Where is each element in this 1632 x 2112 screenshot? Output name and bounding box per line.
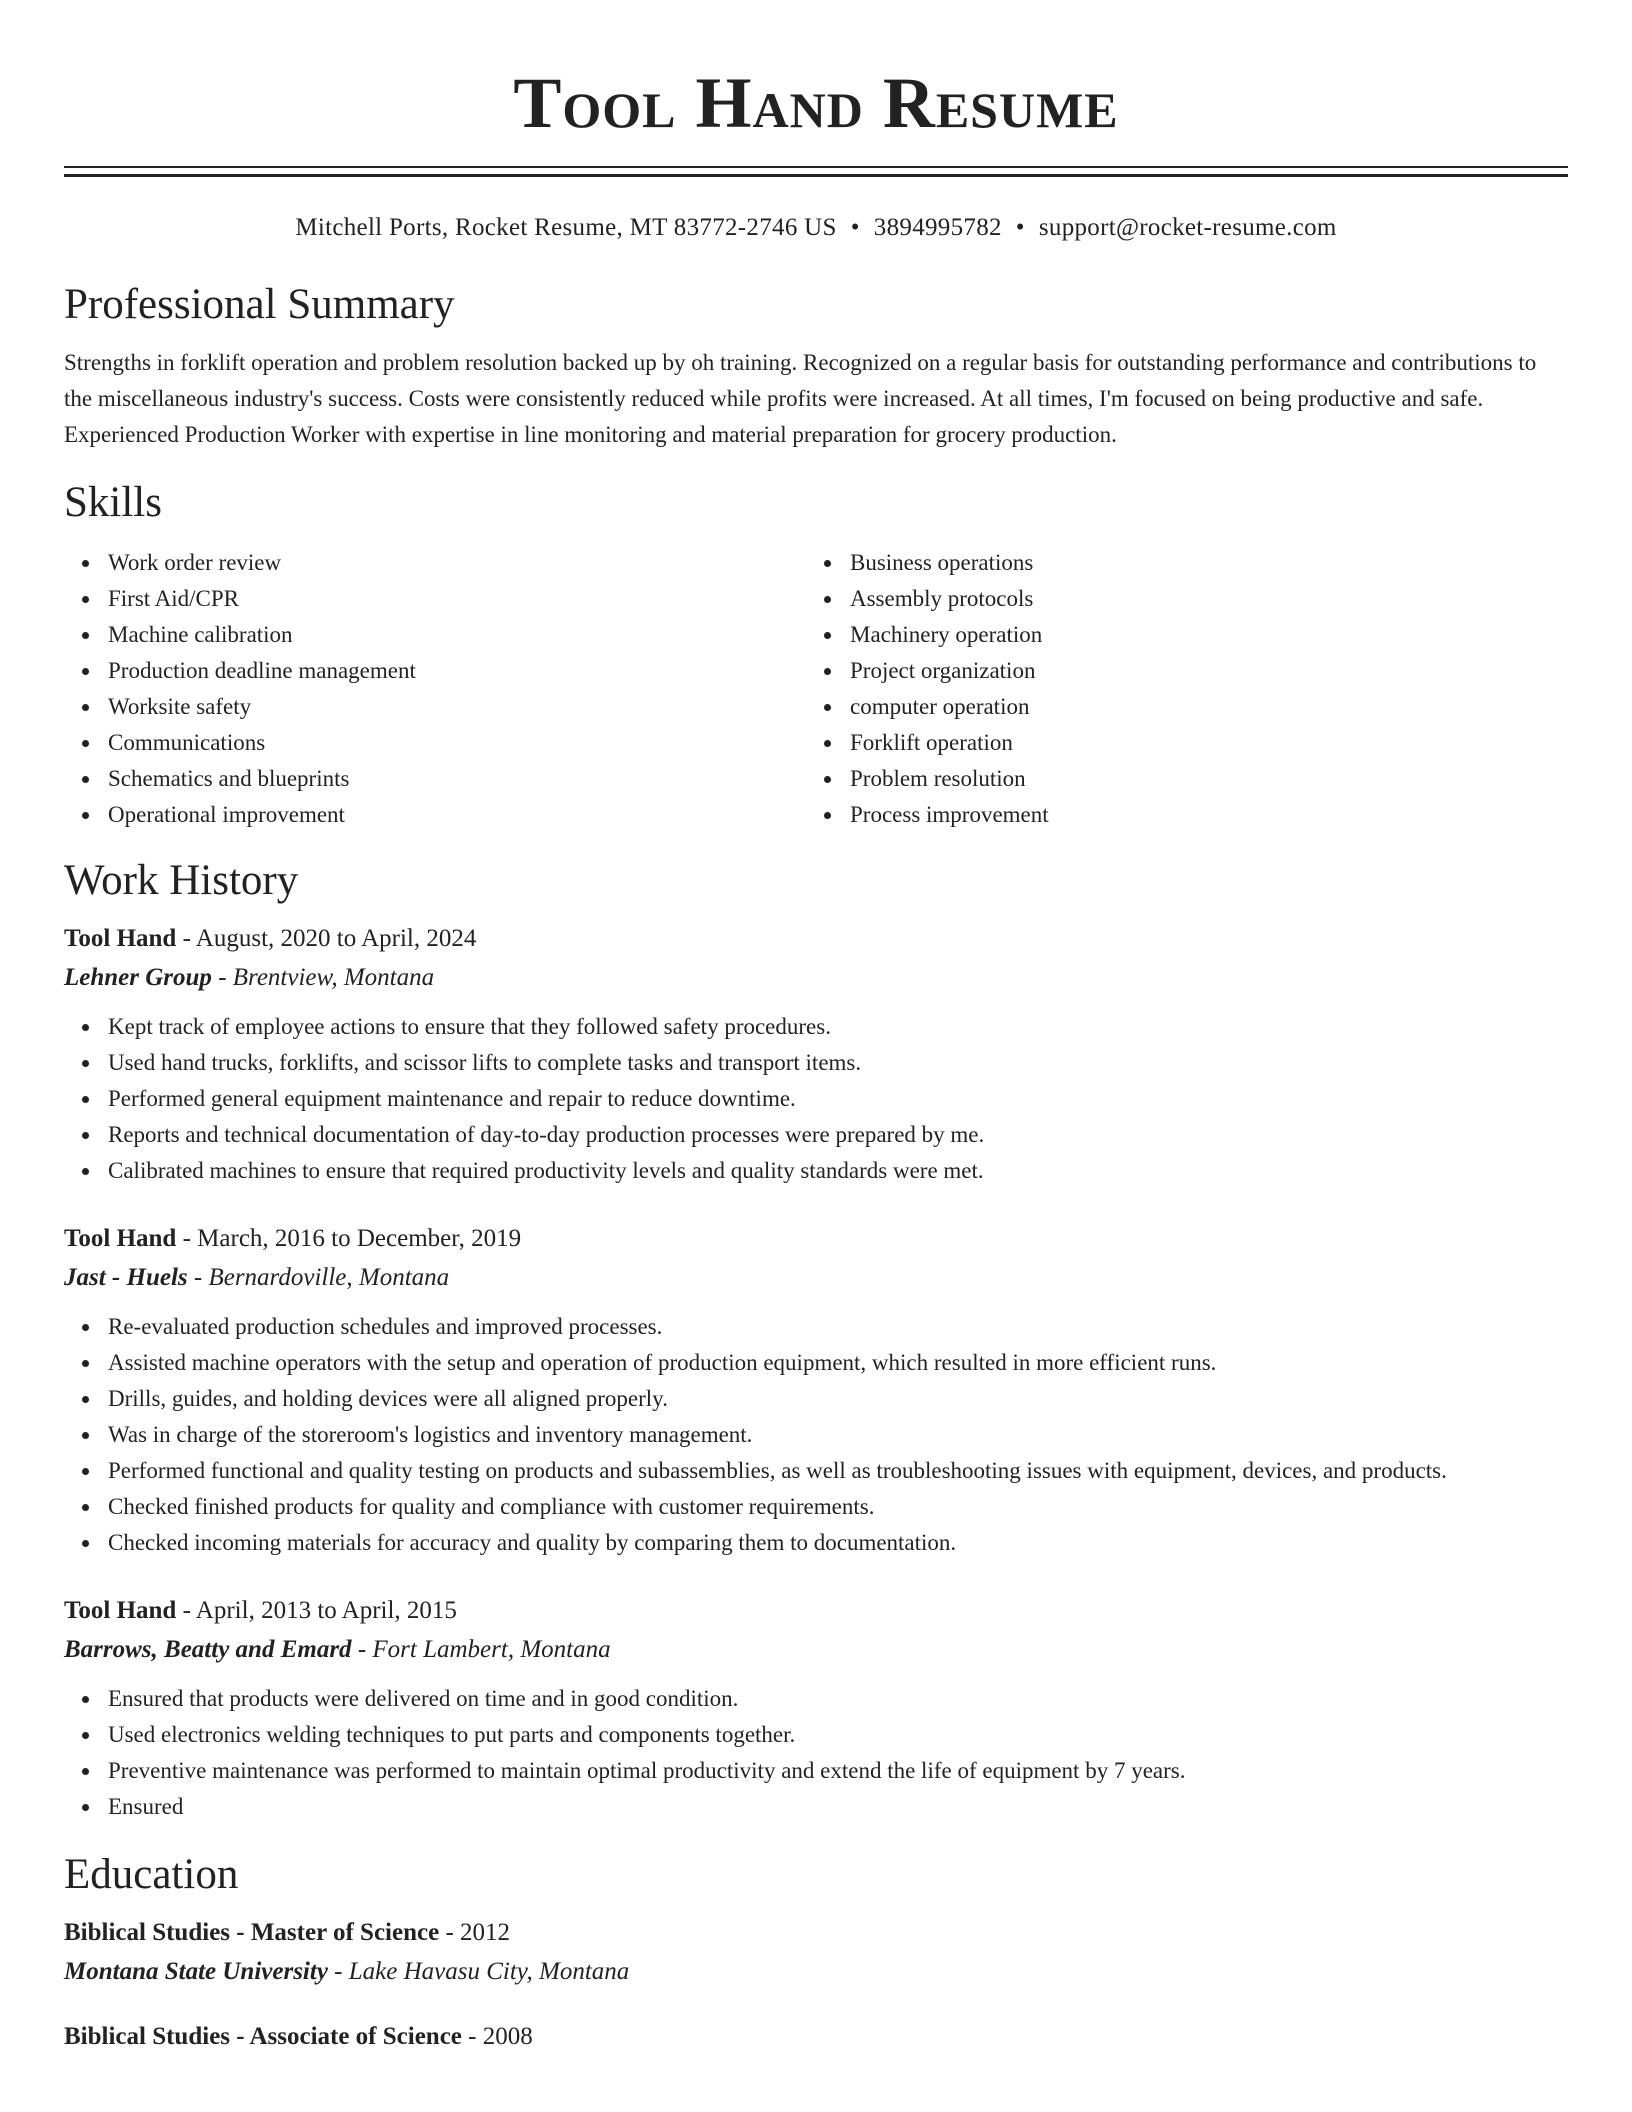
job-location: Brentview, Montana	[232, 964, 435, 991]
contact-line	[64, 211, 1568, 245]
job-company: Jast - Huels	[64, 1264, 188, 1291]
job-bullet: Used electronics welding techniques to put parts and components together.	[108, 1717, 1568, 1753]
job-bullet: Performed functional and quality testing on products and subassemblies, as well as troubleshooting issues with equipment, devices, and products.	[108, 1453, 1568, 1489]
job-bullet: Reports and technical documentation of day-to-day production processes were prepared by me.	[108, 1117, 1568, 1153]
skill-item: Assembly protocols	[850, 581, 1548, 617]
education-year: 2008	[482, 2023, 533, 2050]
skill-item: Problem resolution	[850, 761, 1548, 797]
job-title: Tool Hand	[64, 1597, 177, 1624]
job-location: Bernardoville, Montana	[208, 1264, 450, 1291]
job-bullets	[64, 1009, 1568, 1189]
contact-separator: •	[850, 214, 860, 241]
summary-heading: Professional Summary	[64, 281, 455, 328]
skill-item: Operational improvement	[108, 797, 806, 833]
skill-item: Work order review	[108, 545, 806, 581]
job-bullet: Calibrated machines to ensure that required productivity levels and quality standards were met.	[108, 1153, 1568, 1189]
job-title: Tool Hand	[64, 925, 177, 952]
contact-phone: 3894995782	[873, 214, 1002, 241]
skill-item: Production deadline management	[108, 653, 806, 689]
job-title-line: Tool Hand - August, 2020 to April, 2024	[64, 925, 477, 952]
skill-item: Forklift operation	[850, 725, 1548, 761]
education-degree-line: Biblical Studies - Associate of Science - 2008	[64, 2023, 533, 2050]
job-dates: March, 2016 to December, 2019	[197, 1225, 522, 1252]
contact-email[interactable]: support@rocket-resume.com	[1038, 214, 1337, 241]
contact-address: Mitchell Ports, Rocket Resume, MT 83772-2746 US	[295, 214, 837, 241]
job-entry	[64, 1591, 1568, 1825]
skill-item: Machine calibration	[108, 617, 806, 653]
job-company: Barrows, Beatty and Emard	[64, 1636, 352, 1663]
job-company-line: Jast - Huels - Bernardoville, Montana	[64, 1264, 450, 1291]
job-bullet: Drills, guides, and holding devices were all aligned properly.	[108, 1381, 1568, 1417]
skills-column-right	[806, 545, 1548, 833]
summary-text: Strengths in forklift operation and problem resolution backed up by oh training. Recognized on a regular basis for outstanding performance and contributions to the miscellaneous industry's success. Costs were consistently reduced while profits were increased. At all times, I'm focused on being productive and safe. Experienced Production Worker with expertise in line monitoring and material preparation for grocery production.	[64, 350, 1537, 447]
job-bullet: Assisted machine operators with the setup and operation of production equipment, which resulted in more efficient runs.	[108, 1345, 1568, 1381]
skills-grid	[64, 545, 1568, 833]
education-entry	[64, 1913, 1568, 1991]
education-degree: Biblical Studies - Associate of Science	[64, 2023, 462, 2050]
education-degree: Biblical Studies - Master of Science	[64, 1919, 440, 1946]
skills-heading: Skills	[64, 479, 162, 526]
title-divider	[64, 166, 1568, 177]
job-entry	[64, 919, 1568, 1189]
skill-item: Project organization	[850, 653, 1548, 689]
education-heading: Education	[64, 1851, 239, 1898]
job-company: Lehner Group	[64, 964, 212, 991]
education-entry	[64, 2017, 1568, 2057]
resume-page	[64, 0, 1568, 2057]
education-location: Lake Havasu City, Montana	[348, 1958, 630, 1985]
job-bullet: Performed general equipment maintenance and repair to reduce downtime.	[108, 1081, 1568, 1117]
skill-item: First Aid/CPR	[108, 581, 806, 617]
education-school-line: Montana State University - Lake Havasu City, Montana	[64, 1958, 630, 1985]
job-company-line: Lehner Group - Brentview, Montana	[64, 964, 435, 991]
job-title-line: Tool Hand - April, 2013 to April, 2015	[64, 1597, 457, 1624]
skill-item: Worksite safety	[108, 689, 806, 725]
work-history-heading: Work History	[64, 857, 299, 904]
skill-item: computer operation	[850, 689, 1548, 725]
job-bullet: Preventive maintenance was performed to maintain optimal productivity and extend the life of equipment by 7 years.	[108, 1753, 1568, 1789]
job-location: Fort Lambert, Montana	[372, 1636, 611, 1663]
job-bullet: Kept track of employee actions to ensure that they followed safety procedures.	[108, 1009, 1568, 1045]
job-entry	[64, 1219, 1568, 1561]
skills-column-left	[64, 545, 806, 833]
skill-item: Business operations	[850, 545, 1548, 581]
job-bullets	[64, 1681, 1568, 1825]
resume-title: Tool Hand Resume	[513, 63, 1119, 143]
skill-item: Process improvement	[850, 797, 1548, 833]
job-bullet: Re-evaluated production schedules and improved processes.	[108, 1309, 1568, 1345]
skill-item: Communications	[108, 725, 806, 761]
job-bullet: Was in charge of the storeroom's logistics and inventory management.	[108, 1417, 1568, 1453]
job-bullet: Ensured that products were delivered on time and in good condition.	[108, 1681, 1568, 1717]
job-bullet: Used hand trucks, forklifts, and scissor lifts to complete tasks and transport items.	[108, 1045, 1568, 1081]
job-company-line: Barrows, Beatty and Emard - Fort Lambert, Montana	[64, 1636, 611, 1663]
job-dates: August, 2020 to April, 2024	[195, 925, 477, 952]
education-school: Montana State University	[64, 1958, 328, 1985]
job-title-line: Tool Hand - March, 2016 to December, 2019	[64, 1225, 522, 1252]
job-bullet: Ensured	[108, 1789, 1568, 1825]
skill-item: Machinery operation	[850, 617, 1548, 653]
job-dates: April, 2013 to April, 2015	[195, 1597, 457, 1624]
job-bullet: Checked finished products for quality and compliance with customer requirements.	[108, 1489, 1568, 1525]
contact-separator: •	[1015, 214, 1025, 241]
education-year: 2012	[460, 1919, 511, 1946]
job-title: Tool Hand	[64, 1225, 177, 1252]
education-degree-line: Biblical Studies - Master of Science - 2012	[64, 1919, 511, 1946]
job-bullet: Checked incoming materials for accuracy and quality by comparing them to documentation.	[108, 1525, 1568, 1561]
job-bullets	[64, 1309, 1568, 1561]
skill-item: Schematics and blueprints	[108, 761, 806, 797]
